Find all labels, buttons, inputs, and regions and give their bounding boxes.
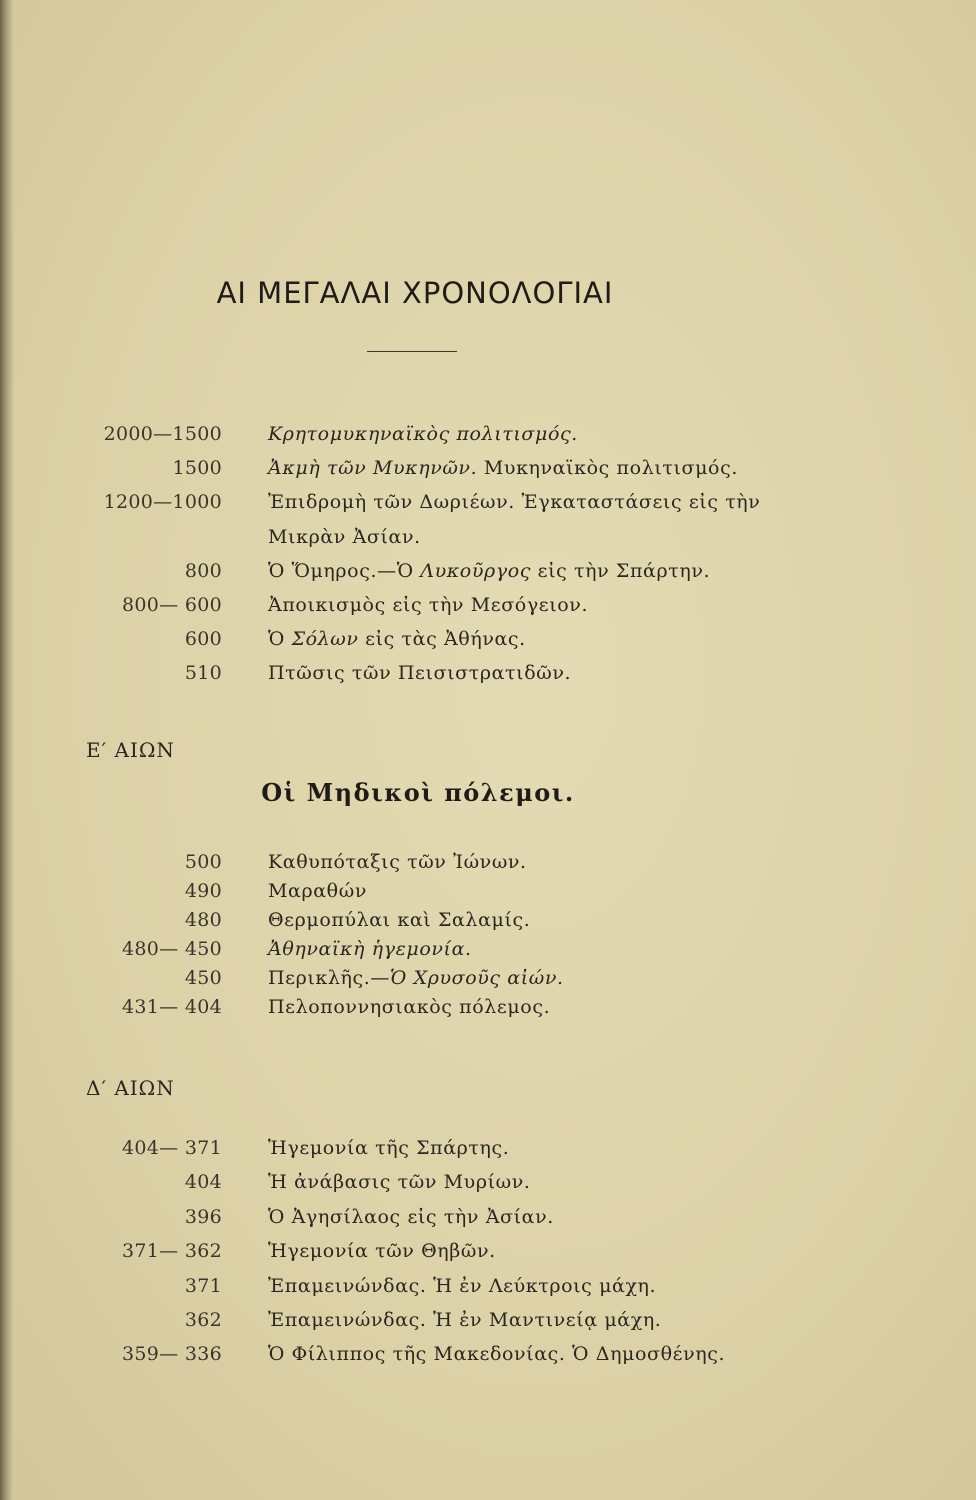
event-text-segment: Πελοποννησιακὸς πόλεμος. <box>268 996 551 1018</box>
timeline-row <box>0 1166 976 1198</box>
timeline-row <box>0 904 976 936</box>
event-text-segment: Περικλῆς.— <box>268 967 391 989</box>
timeline-event <box>268 589 588 621</box>
timeline-event <box>268 962 564 994</box>
timeline-date: 1500 <box>172 457 222 480</box>
event-text-segment: Μυκηναϊκὸς πολιτισμός. <box>477 457 738 480</box>
timeline-row <box>0 933 976 965</box>
timeline-event <box>268 452 738 484</box>
timeline-date: 404 <box>184 1171 222 1194</box>
timeline-row <box>0 875 976 907</box>
timeline-event <box>268 1235 496 1267</box>
timeline-event <box>268 623 526 655</box>
event-text-segment: Ἐπιδρομὴ τῶν Δωριέων. Ἐγκαταστάσεις εἰς τὴν <box>268 491 761 514</box>
timeline-row <box>0 1235 976 1267</box>
event-text-segment: Ὁ Χρυσοῦς αἰών. <box>390 967 564 989</box>
title-divider <box>367 351 457 352</box>
timeline-event <box>268 1338 725 1370</box>
event-text-segment: Καθυπόταξις τῶν Ἰώνων. <box>268 851 527 873</box>
timeline-event <box>268 521 421 553</box>
timeline-event <box>268 1132 509 1164</box>
timeline-date: 431— 404 <box>122 996 222 1018</box>
event-text-segment: εἰς τὴν Σπάρτην. <box>531 559 711 582</box>
subheading-persian-wars: Οἱ Μηδικοὶ πόλεμοι. <box>261 778 575 807</box>
page-title: ΑΙ ΜΕΓΑΛΑΙ ΧΡΟΝΟΛΟΓΙΑΙ <box>216 276 614 310</box>
timeline-event <box>268 1201 554 1233</box>
timeline-date: 480 <box>184 909 222 931</box>
timeline-date: 490 <box>184 880 222 902</box>
timeline-date: 2000—1500 <box>103 423 222 445</box>
timeline-event <box>268 1166 531 1198</box>
timeline-event <box>268 486 760 518</box>
timeline-date: 450 <box>184 967 222 989</box>
timeline-date: 800 <box>184 559 222 582</box>
timeline-event <box>268 933 472 965</box>
event-text-segment: Ἡγεμονία τῶν Θηβῶν. <box>268 1240 496 1263</box>
event-text-segment: εἰς τὰς Ἀθήνας. <box>358 628 526 651</box>
timeline-row <box>0 521 976 553</box>
timeline-date: 362 <box>184 1309 222 1331</box>
timeline-date: 396 <box>184 1205 222 1228</box>
timeline-row <box>0 962 976 994</box>
timeline-row <box>0 486 976 518</box>
event-text-segment: Ἐπαμεινώνδας. Ἡ ἐν Λεύκτροις μάχη. <box>268 1274 657 1297</box>
timeline-event <box>268 904 530 936</box>
timeline-date: 359— 336 <box>122 1343 222 1366</box>
event-text-segment: Μαραθών <box>268 880 367 902</box>
timeline-row <box>0 452 976 484</box>
timeline-event <box>268 991 550 1023</box>
timeline-date: 371 <box>184 1274 222 1297</box>
event-text-segment: Ὁ Ὅμηρος.—Ὁ <box>268 559 421 582</box>
timeline-row <box>0 657 976 689</box>
event-text-segment: Ἀθηναϊκὴ ἡγεμονία. <box>268 938 472 960</box>
timeline-event <box>268 1270 656 1302</box>
timeline-date: 1200—1000 <box>103 491 222 514</box>
timeline-date: 800— 600 <box>122 594 222 616</box>
timeline-date: 510 <box>184 662 222 685</box>
event-text-segment: Ἡ ἀνάβασις τῶν Μυρίων. <box>268 1171 531 1194</box>
timeline-row <box>0 1338 976 1370</box>
timeline-event <box>268 657 571 689</box>
timeline-event <box>268 846 527 878</box>
timeline-row <box>0 991 976 1023</box>
timeline-event <box>268 418 578 450</box>
event-text-segment: Κρητομυκηναϊκὸς πολιτισμός. <box>268 423 578 445</box>
event-text-segment: Ἀκμὴ τῶν Μυκηνῶν. <box>268 457 478 480</box>
event-text-segment: Σόλων <box>291 628 359 651</box>
event-text-segment: Ἀποικισμὸς εἰς τὴν Μεσόγειον. <box>268 594 589 616</box>
event-text-segment: Μικρὰν Ἀσίαν. <box>268 525 421 548</box>
timeline-row <box>0 589 976 621</box>
timeline-row <box>0 418 976 450</box>
event-text-segment: Ὁ Ἀγησίλαος εἰς τὴν Ἀσίαν. <box>268 1205 554 1228</box>
timeline-date: 600 <box>184 628 222 651</box>
timeline-event <box>268 555 710 587</box>
section-heading-4th-century: Δ′ ΑΙΩΝ <box>86 1076 175 1100</box>
event-text-segment: Λυκοῦργος <box>420 559 532 582</box>
timeline-row <box>0 1270 976 1302</box>
event-text-segment: Πτῶσις τῶν Πεισιστρατιδῶν. <box>268 662 572 685</box>
timeline-date: 480— 450 <box>122 938 222 960</box>
section-heading-5th-century: Ε′ ΑΙΩΝ <box>86 738 175 762</box>
timeline-date: 500 <box>184 851 222 873</box>
timeline-row <box>0 1201 976 1233</box>
timeline-event <box>268 875 367 907</box>
timeline-row <box>0 846 976 878</box>
timeline-date: 404— 371 <box>122 1137 222 1159</box>
timeline-event <box>268 1304 661 1336</box>
event-text-segment: Ἐπαμεινώνδας. Ἡ ἐν Μαντινείᾳ μάχη. <box>268 1309 662 1331</box>
timeline-date: 371— 362 <box>122 1240 222 1263</box>
event-text-segment: Ἡγεμονία τῆς Σπάρτης. <box>268 1137 510 1159</box>
event-text-segment: Ὁ <box>268 628 292 651</box>
event-text-segment: Θερμοπύλαι καὶ Σαλαμίς. <box>268 909 531 931</box>
event-text-segment: Ὁ Φίλιππος τῆς Μακεδονίας. Ὁ Δημοσθένης. <box>268 1343 726 1366</box>
timeline-row <box>0 1304 976 1336</box>
timeline-row <box>0 555 976 587</box>
timeline-row <box>0 623 976 655</box>
timeline-row <box>0 1132 976 1164</box>
